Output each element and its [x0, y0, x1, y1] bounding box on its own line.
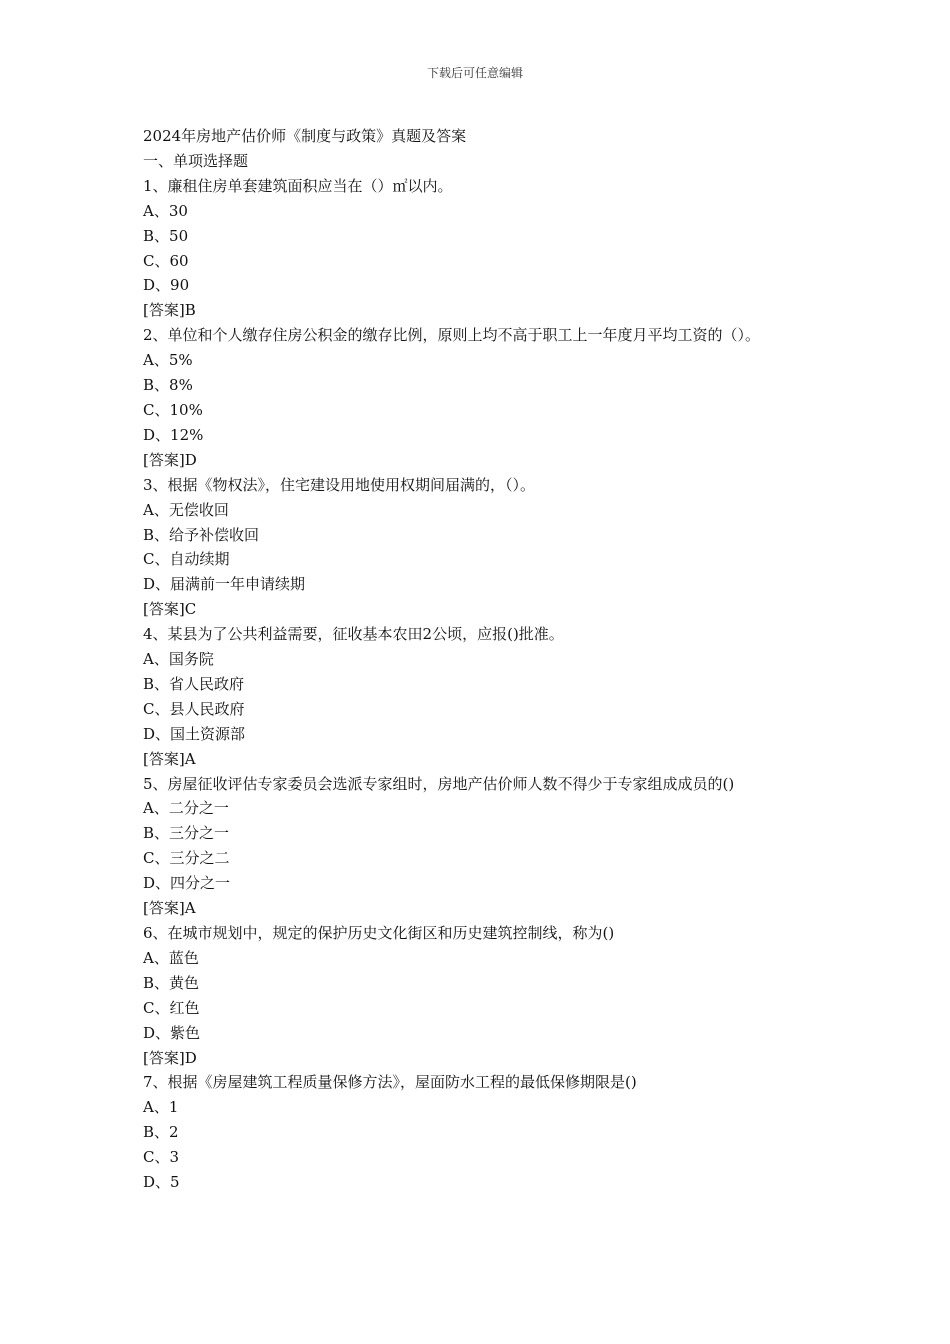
option-b: B、黄色	[143, 973, 200, 992]
option-d: D、国土资源部	[143, 724, 246, 743]
option-c: C、自动续期	[143, 550, 230, 569]
option-b: B、给予补偿收回	[143, 525, 260, 544]
option-d: D、5	[143, 1173, 180, 1192]
option-c: C、10%	[143, 400, 203, 419]
question-stem: 4、某县为了公共利益需要，征收基本农田2公顷，应报()批准。	[143, 625, 564, 644]
option-c: C、红色	[143, 998, 200, 1017]
question-1	[143, 174, 813, 323]
option-b: B、2	[143, 1123, 179, 1142]
question-stem: 2、单位和个人缴存住房公积金的缴存比例，原则上均不高于职工上一年度月平均工资的（）。	[143, 326, 761, 345]
question-stem: 5、房屋征收评估专家委员会选派专家组时，房地产估价师人数不得少于专家组成成员的()	[143, 774, 735, 793]
option-b: B、8%	[143, 376, 193, 395]
answer: [答案]B	[143, 301, 196, 320]
option-d: D、四分之一	[143, 874, 231, 893]
option-c: C、60	[143, 251, 189, 270]
option-a: A、蓝色	[143, 948, 199, 967]
option-a: A、二分之一	[143, 799, 229, 818]
question-5	[143, 772, 813, 921]
option-d: D、紫色	[143, 1023, 201, 1042]
option-c: C、县人民政府	[143, 699, 245, 718]
section-heading: 一、单项选择题	[143, 151, 249, 170]
question-3	[143, 473, 813, 622]
option-d: D、90	[143, 276, 190, 295]
answer: [答案]C	[143, 600, 197, 619]
option-b: B、50	[143, 226, 189, 245]
option-a: A、国务院	[143, 650, 214, 669]
option-a: A、1	[143, 1098, 179, 1117]
option-b: B、三分之一	[143, 824, 230, 843]
option-d: D、届满前一年申请续期	[143, 575, 306, 594]
option-a: A、5%	[143, 351, 193, 370]
answer: [答案]A	[143, 899, 196, 918]
question-stem: 3、根据《物权法》，住宅建设用地使用权期间届满的，（）。	[143, 475, 536, 494]
option-c: C、三分之二	[143, 849, 230, 868]
question-4	[143, 622, 813, 771]
answer: [答案]D	[143, 450, 197, 469]
question-stem: 1、廉租住房单套建筑面积应当在（）㎡以内。	[143, 176, 453, 195]
question-6	[143, 921, 813, 1070]
question-2	[143, 323, 813, 472]
option-d: D、12%	[143, 425, 204, 444]
option-a: A、无偿收回	[143, 500, 229, 519]
question-stem: 7、根据《房屋建筑工程质量保修方法》，屋面防水工程的最低保修期限是()	[143, 1073, 637, 1092]
answer: [答案]A	[143, 749, 196, 768]
document-body	[143, 124, 813, 1195]
option-b: B、省人民政府	[143, 674, 245, 693]
option-a: A、30	[143, 201, 188, 220]
question-7	[143, 1070, 813, 1195]
answer: [答案]D	[143, 1048, 197, 1067]
question-stem: 6、在城市规划中，规定的保护历史文化街区和历史建筑控制线，称为()	[143, 924, 615, 942]
page-header: 下载后可任意编辑	[426, 66, 523, 80]
option-c: C、3	[143, 1148, 180, 1167]
document-title: 2024年房地产估价师《制度与政策》真题及答案	[143, 127, 467, 145]
